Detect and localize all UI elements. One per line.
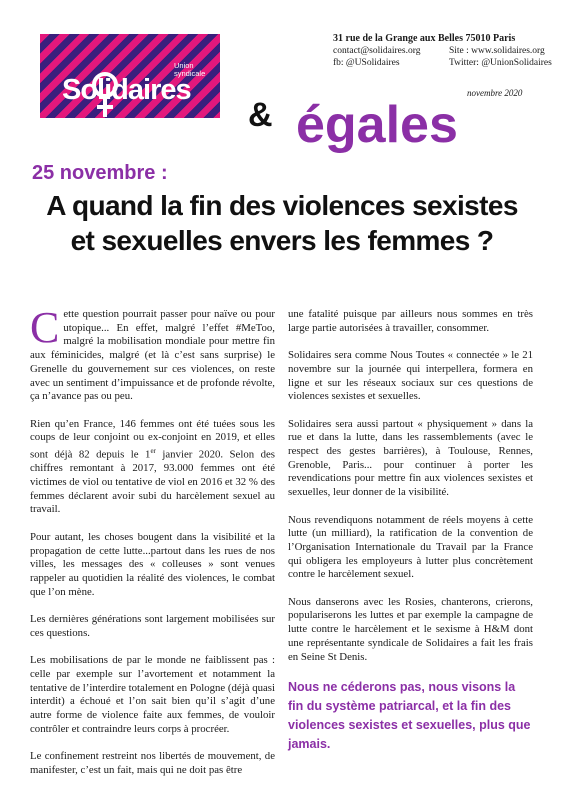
paragraph: Nous danserons avec les Rosies, chanterons, crierons, populariserons les luttes et par exemple la campagne de lutte contre le harcèlement et le sexisme à H&M dont une représentante syndicale de Solidaires a fait les frais en Seine St Denis.: [288, 595, 533, 663]
paragraph: Les dernières générations sont largement mobilisées sur ces questions.: [30, 613, 275, 639]
paragraph: Nous revendiquons notamment de réels moyens à cette lutte (un milliard), la ratification de la convention de l’Organisation Internationale du Travail par la France qui obligera les employeurs à lutter plus concrètement contre le harcèlement sexuel.: [288, 513, 533, 581]
page-title: A quand la fin des violences sexistes et sexuelles envers les femmes ?: [46, 190, 518, 256]
left-column: [30, 303, 275, 791]
paragraph: Le confinement restreint nos libertés de mouvement, de manifester, c’est un fait, mais qui ne doit pas être: [30, 750, 275, 776]
issue-date: novembre 2020: [467, 88, 523, 98]
paragraph: Solidaires sera comme Nous Toutes « connectée » le 21 novembre sur la journée qui interpellera, formera en ligne et sur les réseaux sociaux sur ces questions de violences sexistes et sexuelles.: [288, 349, 533, 403]
conclusion-statement: Nous ne céderons pas, nous visons la fin du système patriarcal, et la fin des violences sexistes et sexuelles, plus que jamais.: [288, 679, 531, 751]
paragraph: Les mobilisations de par le monde ne faiblissent pas : celle par exemple sur l’avortement et notamment la tentative de l’interdire totalement en Pologne (déjà quasi interdit) a échoué et l’on sait bien qu’il s’agit d’une autre forme de violence faite aux femmes, de vouloir contrôler et contraindre leurs corps à procréer.: [30, 654, 275, 735]
paragraph: Solidaires sera aussi partout « physiquement » dans la rue et dans la lutte, dans les rassemblements (avec le respect des gestes barrières), à Toulouse, Rennes, Grenoble, Paris... pour continuer à porter les revendications pour mettre fin aux violences sexistes et sexuelles, leur donner de la visibilité.: [288, 417, 533, 499]
paragraph: Pour autant, les choses bougent dans la visibilité et la propagation de cette lutte...partout dans les rues de nos villes, les messages des « colleuses » sont venues rappeler au quotidien la réalité des violences, le combat que l’on mène.: [30, 530, 275, 598]
paragraph: Rien qu’en France, 146 femmes ont été tuées sous les coups de leur conjoint ou ex-conjoint en 2019, et elles sont déjà 82 depuis le 1er janvier 2020. Selon des chiffres remontant à 2017, 93.000 femmes ont été victimes de viol ou tentative de viol en 2016 et 32 % des femmes déclarent avoir subi du harcèlement sexuel au travail.: [30, 417, 275, 516]
masthead-ampersand: &: [248, 96, 273, 134]
solidaires-logo: [40, 34, 220, 118]
twitter-handle[interactable]: Twitter: @UnionSolidaires: [449, 58, 552, 68]
headline-date: 25 novembre :: [32, 162, 168, 184]
contact-email[interactable]: contact@solidaires.org: [333, 46, 421, 56]
paragraph: Cette question pourrait passer pour naïve ou pour utopique... En effet, malgré l’effet #MeToo, malgré la mobilisation mondiale pour mettre fin aux féminicides, malgré (et là c’est sans surprise) le Grenelle du gouvernement sur ces violences, on reste avec un sentiment d’impuissance et de profonde révolte, ça n’avance pas ou peu.: [30, 303, 275, 403]
paragraph: une fatalité puisque par ailleurs nous sommes en très large partie autorisées à travailler, consommer.: [288, 308, 533, 334]
facebook-handle[interactable]: fb: @USolidaires: [333, 58, 400, 68]
address: 31 rue de la Grange aux Belles 75010 Paris: [333, 33, 516, 44]
logo-brand-text: Solidaires: [62, 74, 191, 106]
masthead-title: égales: [296, 96, 458, 154]
website[interactable]: Site : www.solidaires.org: [449, 46, 545, 56]
logo-union-label: Union syndicale: [174, 61, 206, 78]
right-column: [288, 308, 533, 754]
drop-cap: C: [30, 303, 60, 352]
contact-block: [333, 33, 552, 69]
